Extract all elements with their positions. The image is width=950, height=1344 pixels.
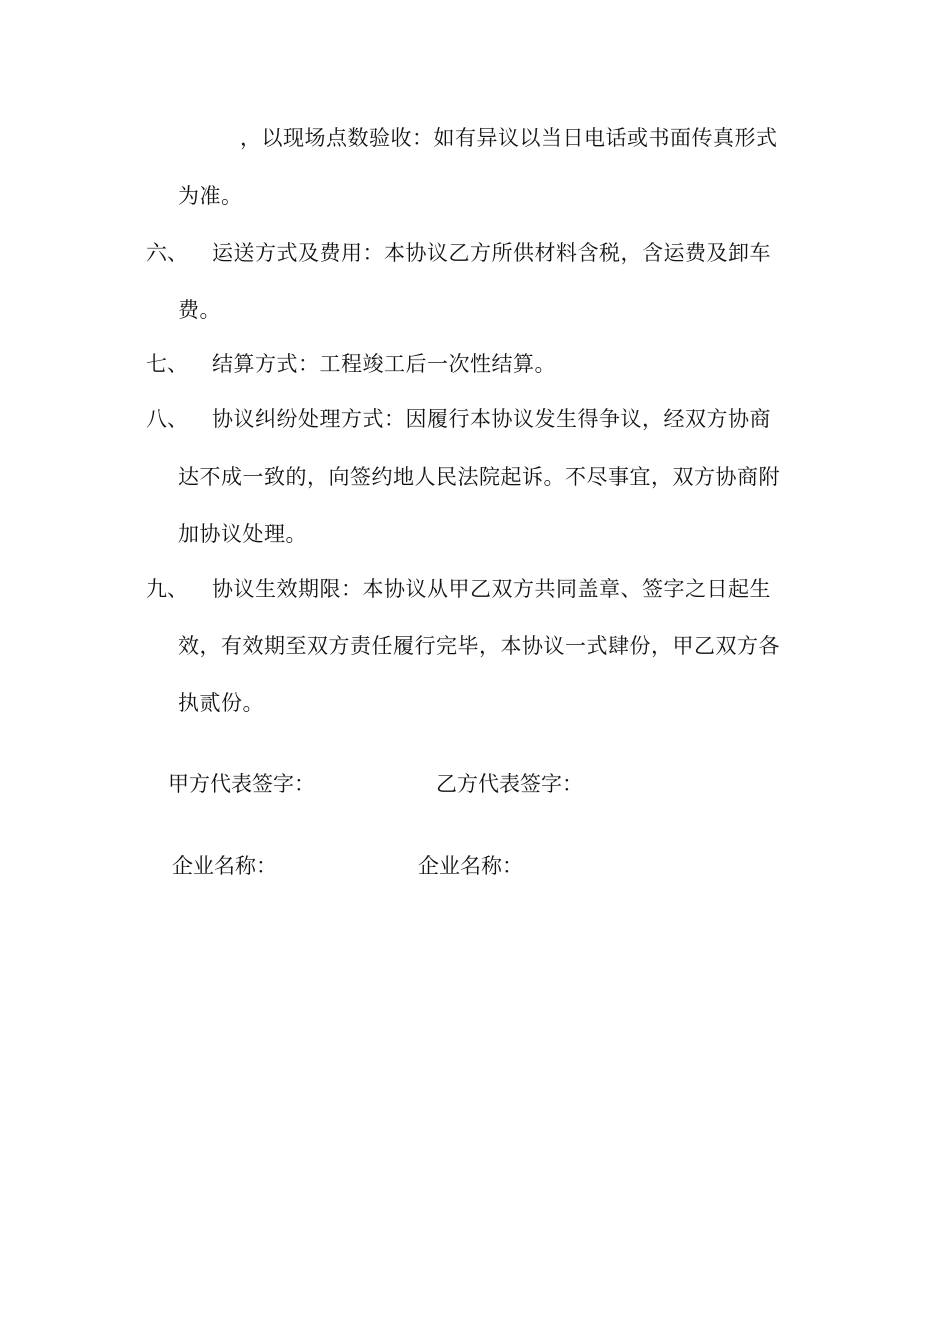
intro-line-1: ，以现场点数验收：如有异议以当日电话或书面传真形式 [240,126,778,150]
clause-8-number: 八、 [146,407,188,431]
clause-6-line-2: 费。 [178,298,221,322]
clause-6-number: 六、 [146,241,188,265]
clause-9-line-3: 执贰份。 [178,691,264,715]
clause-8-line-2: 达不成一致的，向签约地人民法院起诉。不尽事宜，双方协商附 [178,465,780,489]
intro-line-2: 为准。 [178,184,243,208]
clause-9-line-1: 协议生效期限：本协议从甲乙双方共同盖章、签字之日起生 [212,577,771,601]
party-a-representative-label: 甲方代表签字： [168,772,315,796]
clause-8-line-1: 协议纠纷处理方式：因履行本协议发生得争议，经双方协商 [212,407,771,431]
party-b-company-label: 企业名称： [418,854,523,878]
clause-9-number: 九、 [146,577,188,601]
clause-7-number: 七、 [146,352,188,376]
party-a-company-label: 企业名称： [172,854,277,878]
party-b-representative-label: 乙方代表签字： [436,772,583,796]
clause-7-line-1: 结算方式：工程竣工后一次性结算。 [212,352,556,376]
clause-8-line-3: 加协议处理。 [178,522,307,546]
clause-6-line-1: 运送方式及费用：本协议乙方所供材料含税，含运费及卸车 [212,241,771,265]
clause-9-line-2: 效，有效期至双方责任履行完毕，本协议一式肆份，甲乙双方各 [178,634,780,658]
